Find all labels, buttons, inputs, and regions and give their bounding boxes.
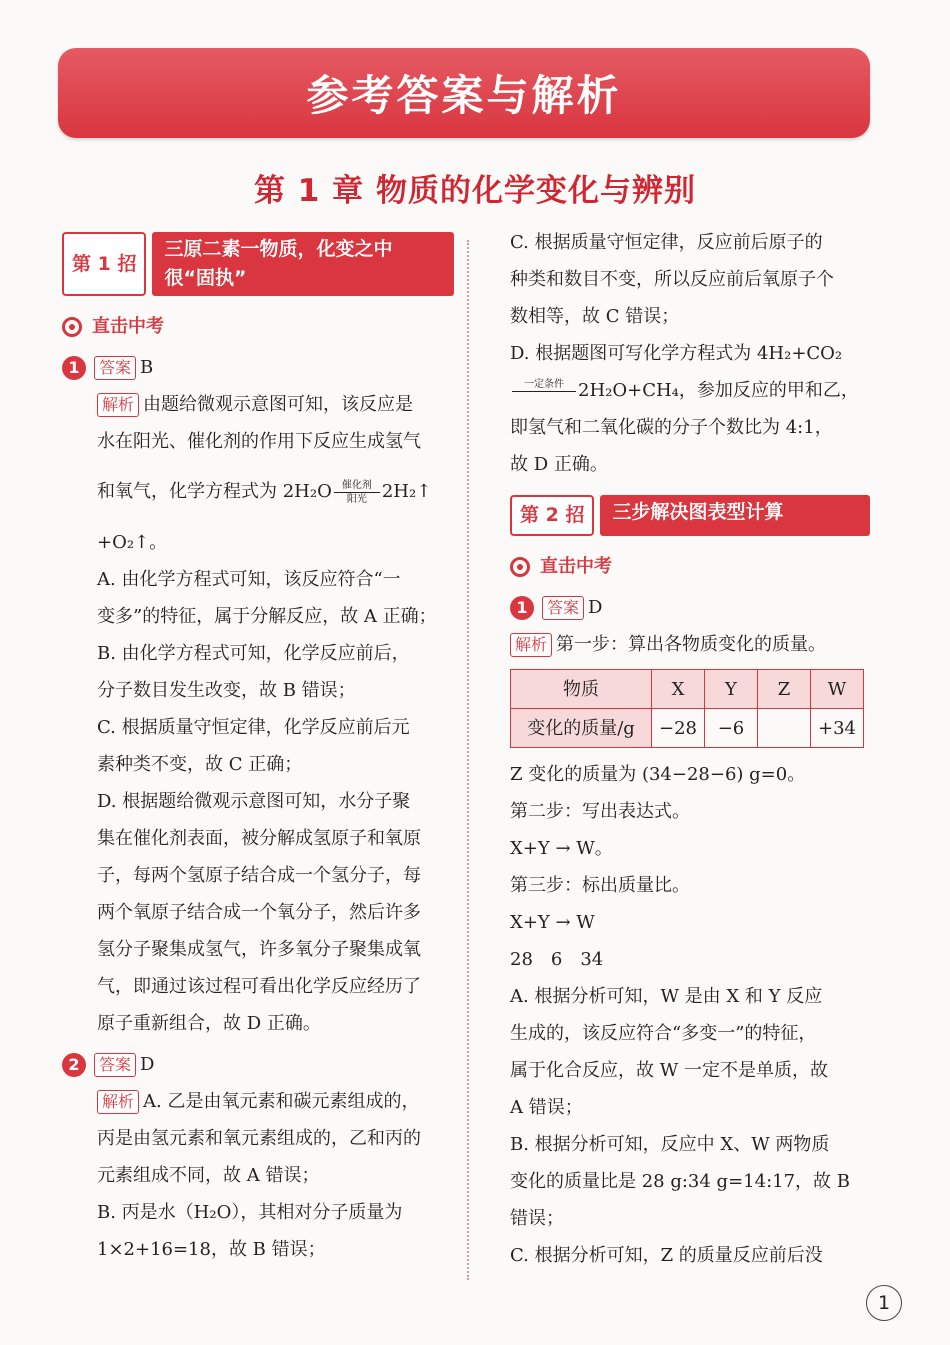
table-header-row	[511, 670, 864, 709]
text-line: A. 根据分析可知，W 是由 X 和 Y 反应	[510, 986, 823, 1007]
text-line: 原子重新组合，故 D 正确。	[97, 1013, 321, 1034]
text-line: 变化的质量比是 28 g:34 g=14:17，故 B	[510, 1171, 850, 1192]
text: A. 乙是由氧元素和碳元素组成的，	[143, 1091, 420, 1112]
text-line: X+Y → W。	[510, 838, 613, 859]
text-line: 分子数目发生改变，故 B 错误；	[97, 680, 356, 701]
text: 2H₂O+CH₄，参加反应的甲和乙，	[578, 380, 859, 401]
text-line: X+Y → W	[510, 912, 595, 933]
trick-title-line: 三原二素一物质，化变之中	[164, 238, 393, 260]
text-line: 素种类不变，故 C 正确；	[97, 754, 303, 775]
trick-title: 三步解决图表型计算	[600, 495, 870, 536]
answer-label: 答案	[542, 596, 584, 620]
text-line: 1×2+16=18，故 B 错误；	[97, 1239, 326, 1260]
text-line: 生成的，该反应符合“多变一”的特征，	[510, 1023, 817, 1044]
text-line: 错误；	[510, 1208, 564, 1229]
text-line: C. 根据质量守恒定律，化学反应前后元	[97, 717, 410, 738]
trick-tag: 第 2 招	[510, 495, 594, 536]
condition-top: 催化剂	[341, 479, 372, 491]
trick-1-header	[62, 232, 454, 296]
text-line: 故 D 正确。	[510, 454, 608, 475]
answer-value: B	[140, 357, 154, 378]
text-line: 第三步：标出质量比。	[510, 875, 690, 896]
answer-label: 答案	[94, 356, 136, 380]
analysis-line	[62, 1083, 454, 1120]
trick-title	[152, 232, 454, 296]
text: 和氧气，化学方程式为 2H₂O	[97, 481, 332, 502]
analysis-label: 解析	[97, 393, 139, 417]
text-line: 28 6 34	[510, 949, 604, 970]
table-cell: X	[652, 670, 705, 709]
condition-bottom: 阳光	[346, 493, 367, 505]
text-line: B. 丙是水（H₂O），其相对分子质量为	[97, 1202, 403, 1223]
text-line: B. 由化学方程式可知，化学反应前后，	[97, 643, 410, 664]
answer-value: D	[588, 597, 603, 618]
text-line: 气，即通过该过程可看出化学反应经历了	[97, 976, 421, 997]
table-cell: −6	[705, 709, 758, 748]
banner-title: 参考答案与解析	[306, 71, 622, 120]
table-cell: W	[811, 670, 864, 709]
analysis-line	[62, 386, 454, 423]
analysis-label: 解析	[97, 1090, 139, 1114]
table-row	[511, 709, 864, 748]
text-line: D. 根据题图可写化学方程式为 4H₂+CO₂	[510, 343, 843, 364]
condition-top: 一定条件	[524, 378, 564, 390]
analysis-line	[510, 626, 870, 663]
text-line: 即氢气和二氧化碳的分子个数比为 4:1，	[510, 417, 833, 438]
section-heading	[510, 548, 870, 585]
table-cell: +34	[811, 709, 864, 748]
page-number: 1	[866, 1285, 902, 1321]
text-line: 氢分子聚集成氢气，许多氧分子聚集成氧	[97, 939, 421, 960]
text-line: 水在阳光、催化剂的作用下反应生成氢气	[97, 431, 421, 452]
column-divider	[467, 240, 469, 1280]
title-banner	[58, 48, 870, 138]
table-cell: −28	[652, 709, 705, 748]
question-number: 1	[62, 356, 86, 380]
text-line: +O₂↑。	[97, 532, 168, 553]
trick-title-line: 很“固执”	[164, 267, 247, 289]
reaction-condition	[512, 379, 576, 404]
answer-line	[62, 349, 454, 386]
text-line: C. 根据分析可知，Z 的质量反应前后没	[510, 1245, 823, 1266]
table-cell: 变化的质量/g	[511, 709, 652, 748]
table-cell: Y	[705, 670, 758, 709]
section-heading	[62, 308, 454, 345]
target-icon	[62, 317, 82, 337]
mass-change-table	[510, 669, 864, 748]
table-cell: Z	[758, 670, 811, 709]
answer-label: 答案	[94, 1053, 136, 1077]
answer-line	[510, 589, 870, 626]
right-column	[510, 224, 870, 1274]
trick-tag: 第 1 招	[62, 232, 146, 296]
text-line: Z 变化的质量为 (34−28−6) g=0。	[510, 764, 806, 785]
text-line: 属于化合反应，故 W 一定不是单质，故	[510, 1060, 828, 1081]
answer-line	[62, 1046, 454, 1083]
target-icon	[510, 557, 530, 577]
reaction-arrow	[334, 492, 380, 493]
equation-line	[62, 460, 454, 524]
text-line: A 错误；	[510, 1097, 583, 1118]
left-column	[62, 232, 454, 1268]
text: 由题给微观示意图可知，该反应是	[143, 394, 414, 415]
text-line: 变多”的特征，属于分解反应，故 A 正确；	[97, 606, 437, 627]
text-line: C. 根据质量守恒定律，反应前后原子的	[510, 232, 823, 253]
question-number: 2	[62, 1053, 86, 1077]
text-line: 集在催化剂表面，被分解成氢原子和氧原	[97, 828, 421, 849]
answer-value: D	[140, 1054, 155, 1075]
question-number: 1	[510, 596, 534, 620]
table-cell	[758, 709, 811, 748]
chapter-title: 第 1 章 物质的化学变化与辨别	[254, 173, 696, 209]
analysis-label: 解析	[510, 633, 552, 657]
text-line: 第二步：写出表达式。	[510, 801, 690, 822]
reaction-condition	[334, 480, 380, 505]
text-line: D. 根据题给微观示意图可知，水分子聚	[97, 791, 411, 812]
text-line: 数相等，故 C 错误；	[510, 306, 680, 327]
section-title: 直击中考	[92, 316, 164, 337]
section-title: 直击中考	[540, 556, 612, 577]
text-line: A. 由化学方程式可知，该反应符合“一	[97, 569, 401, 590]
table-cell: 物质	[511, 670, 652, 709]
reaction-arrow	[512, 391, 576, 392]
text-line: B. 根据分析可知，反应中 X、W 两物质	[510, 1134, 830, 1155]
text-line: 种类和数目不变，所以反应前后氧原子个	[510, 269, 834, 290]
text-line: 子，每两个氢原子结合成一个氢分子，每	[97, 865, 421, 886]
text: 2H₂↑	[381, 481, 432, 502]
equation-line	[510, 372, 870, 409]
text-line: 元素组成不同，故 A 错误；	[97, 1165, 320, 1186]
text-line: 丙是由氢元素和氧元素组成的，乙和丙的	[97, 1128, 421, 1149]
text-line: 两个氧原子结合成一个氧分子，然后许多	[97, 902, 421, 923]
text: 第一步：算出各物质变化的质量。	[556, 634, 827, 655]
trick-2-header	[510, 495, 870, 536]
